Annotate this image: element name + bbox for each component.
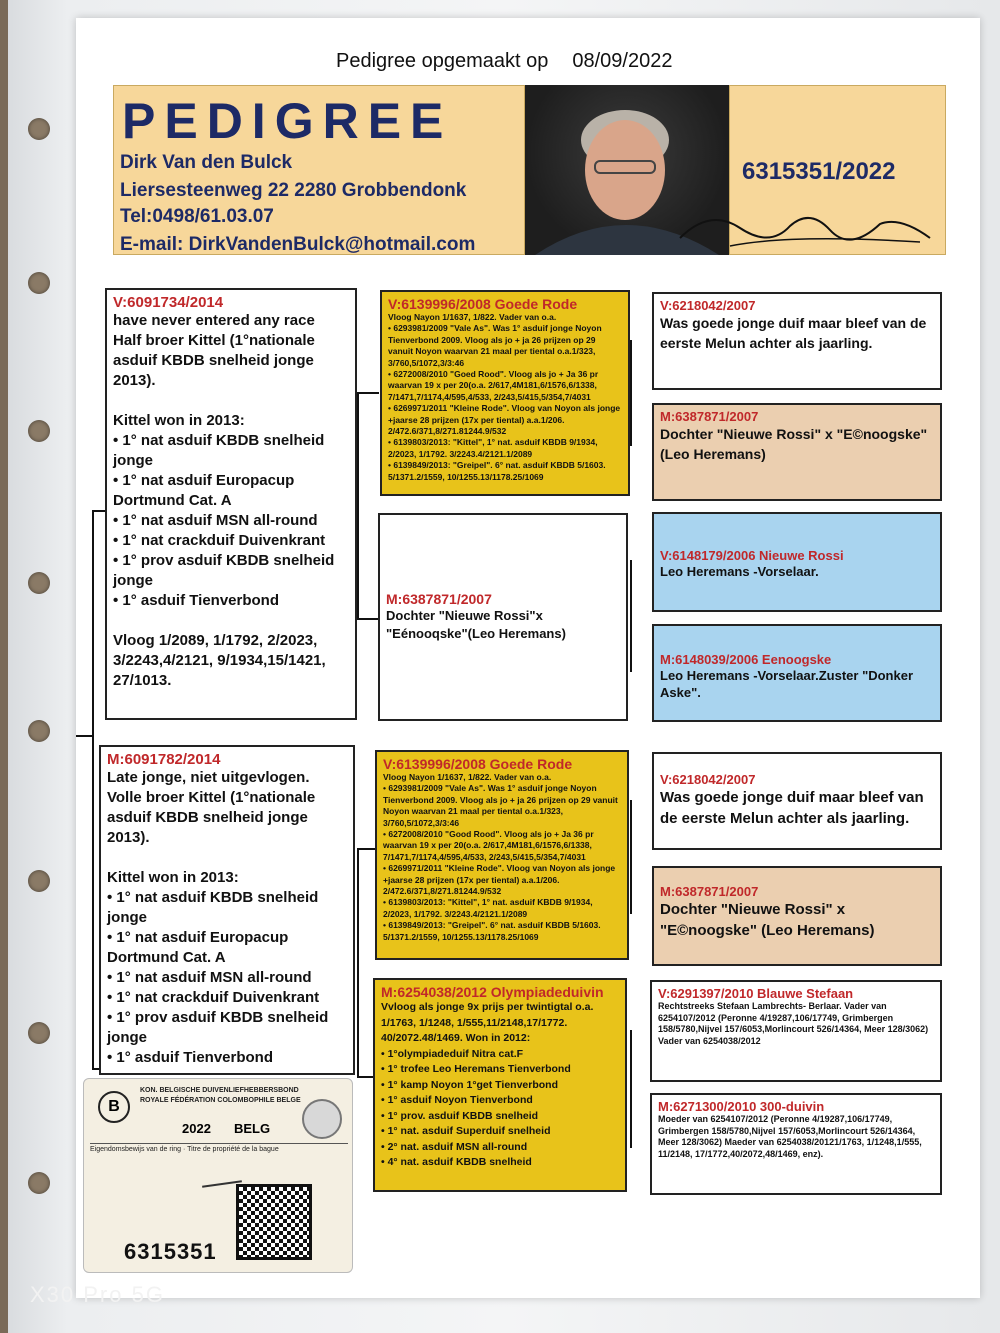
detail-line: • 6293981/2009 "Vale As". Was 1° asduif jonge Noyon Tienverbond 2009. Vloog als jo + ja 26 prijzen op 29 vanuit Noyon waarvan 21 maal per tiental o.a.1/323, 3/760,5/1072,3/3:46 — [388, 323, 602, 368]
federation-logo-icon: B — [98, 1091, 130, 1123]
ring-id: M:6387871/2007 — [386, 591, 492, 607]
detail-line: • 1° prov asduif KBDB snelheid jonge — [113, 552, 335, 589]
pigeon-details — [388, 312, 622, 483]
punch-hole — [28, 1022, 50, 1044]
detail-line: • 1° nat asduif KBDB snelheid jonge — [107, 889, 319, 926]
great-grandparent-box — [652, 624, 942, 722]
ring-id: M:6387871/2007 — [660, 884, 759, 899]
detail-line: Dochter "Nieuwe Rossi"x — [386, 608, 543, 623]
pigeon-details: Dochter "Nieuwe Rossi" x "E©noogske" (Leo Heremans) — [660, 426, 928, 462]
detail-line — [113, 391, 349, 411]
pigeon-details: Rechtstreeks Stefaan Lambrechts- Berlaar. Vader van 6254107/2012 (Peronne 4/19287,106/17749, Grimbergen 158/5780,Nijvel 157/6053,Morlincourt 526/14364, Meer 128/3062) Vader van 6254038/2012 — [658, 1001, 929, 1046]
pigeon-details — [107, 768, 347, 1068]
detail-line: • 1° asduif Tienverbond — [107, 1049, 274, 1066]
detail-line — [107, 848, 347, 868]
pigeon-details: Leo Heremans -Vorselaar.Zuster "Donker Aske". — [660, 668, 914, 700]
detail-line: • 6269971/2011 "Kleine Rode". Vloog van Noyon als jonge +jaarse 28 prijzen (17x per tiental) a.a.1/206. 2/472.6/371,8/271.81244.9/532 — [388, 403, 621, 437]
detail-line: Vloog Nayon 1/1637, 1/822. Vader van o.a. — [388, 312, 557, 322]
pigeon-details — [383, 772, 621, 943]
connector-line — [630, 560, 632, 672]
detail-line: Vvloog als jonge 9x prijs per twintigtal o.a. 1/1763, 1/1248, 1/555,11/2148,17/1772. 40/2072.48/1469. Won in 2012: — [381, 1001, 594, 1044]
detail-line: • 6272008/2010 "Goed Rood". Vloog als jo + Ja 36 pr waarvan 19 x per 20(o.a. 2/617,4M181,6/1576,6/1338, 7/1471,7/1174,4/595,4/533, 2/243,5/415,5/354,7/4031 — [388, 369, 599, 402]
detail-line: • 1°olympiadeduif Nitra cat.F — [381, 1047, 524, 1060]
detail-line: • 1° nat. asduif Superduif snelheid — [381, 1125, 551, 1137]
connector-line — [92, 510, 106, 512]
ring-number: 6315351/2022 — [742, 158, 896, 185]
punch-hole — [28, 720, 50, 742]
ring-id: M:6091782/2014 — [107, 751, 221, 768]
detail-line: • 1° nat asduif MSN all-round — [113, 512, 318, 529]
punch-hole — [28, 118, 50, 140]
detail-line: • 1° nat asduif KBDB snelheid jonge — [113, 432, 325, 469]
parent-mother-box — [99, 745, 355, 1075]
ring-id: M:6387871/2007 — [660, 409, 759, 424]
signature — [670, 198, 940, 254]
ring-id: V:6091734/2014 — [113, 294, 224, 311]
owner-panel — [113, 85, 525, 255]
grandmother-paternal-box — [378, 513, 628, 721]
detail-line: • 1° nat asduif Europacup Dortmund Cat. A — [107, 929, 289, 966]
camera-watermark: X30 Pro 5G — [30, 1282, 165, 1307]
punch-hole — [28, 272, 50, 294]
detail-line: "Eénooqske"(Leo Heremans) — [386, 626, 566, 641]
ring-panel — [729, 85, 946, 255]
detail-line: • 6293981/2009 "Vale As". Was 1° asduif jonge Noyon Tienverbond 2009. Vloog als jo + ja 26 prijzen op 29 vanuit Noyon waarvan 21 maal per tiental o.a.1/323, 3/760,5/1072,3/3:46 — [383, 783, 618, 828]
detail-line: Vloog Nayon 1/1637, 1/822. Vader van o.a. — [383, 772, 552, 782]
parent-father-box — [105, 288, 357, 720]
detail-line: Vloog 1/2089, 1/1792, 2/2023, 3/2243,4/2121, 9/1934,15/1421, 27/1013. — [113, 632, 326, 689]
punch-hole — [28, 870, 50, 892]
pigeon-details: Dochter "Nieuwe Rossi" x "E©noogske" (Leo Heremans) — [660, 901, 875, 939]
ring-id: V:6139996/2008 Goede Rode — [388, 296, 578, 312]
card-year: 2022 — [182, 1121, 211, 1136]
ring-id: M:6254038/2012 Olympiadeduivin — [381, 984, 604, 1000]
detail-line: • 1° prov. asduif KBDB snelheid — [381, 1109, 539, 1122]
punch-hole — [28, 420, 50, 442]
date-line — [336, 50, 696, 73]
detail-line: Late jonge, niet uitgevlogen. — [107, 769, 310, 786]
detail-line: • 1° trofee Leo Heremans Tienverbond — [381, 1063, 571, 1075]
grandmother-maternal-box — [373, 978, 627, 1192]
pedigree-title: PEDIGREE — [122, 93, 453, 149]
ring-id: V:6291397/2010 Blauwe Stefaan — [658, 986, 854, 1001]
detail-line: • 6139849/2013: "Greipel". 6° nat. asduif KBDB 5/1603. 5/1371.2/1559, 10/1255.13/1178.25/1069 — [383, 920, 601, 942]
detail-line: • 6139849/2013: "Greipel". 6° nat. asduif KBDB 5/1603. 5/1371.2/1559, 10/1255.13/1178.25/1069 — [388, 460, 606, 482]
connector-line — [357, 848, 359, 1078]
connector-line — [357, 392, 359, 620]
detail-line: • 1° nat asduif Europacup Dortmund Cat. A — [113, 472, 295, 509]
punch-hole — [28, 572, 50, 594]
detail-line: • 1° prov asduif KBDB snelheid jonge — [107, 1009, 329, 1046]
detail-line: Half broer Kittel (1°nationale asduif KBDB snelheid jonge 2013). — [113, 332, 315, 389]
detail-line: • 1° nat crackduif Duivenkrant — [107, 989, 320, 1006]
detail-line: Volle broer Kittel (1°nationale asduif KBDB snelheid jonge 2013). — [107, 789, 316, 846]
great-grandparent-box — [652, 866, 942, 966]
federation-name-fr: ROYALE FÉDÉRATION COLOMBOPHILE BELGE — [140, 1097, 301, 1104]
pigeon-details — [381, 1000, 619, 1171]
detail-line: • 6139803/2013: "Kittel", 1° nat. asduif KBDB 9/1934, 2/2023, 1/1792. 3/2243.4/2121.1/2089 — [388, 437, 598, 459]
owner-phone: Tel:0498/61.03.07 — [120, 206, 274, 227]
detail-line: • 6139803/2013: "Kittel", 1° nat. asduif KBDB 9/1934, 2/2023, 1/1792. 3/2243.4/2121.1/2089 — [383, 897, 593, 919]
pigeon-details: Leo Heremans -Vorselaar. — [660, 564, 819, 579]
great-grandparent-box — [652, 512, 942, 612]
ring-ownership-card — [83, 1078, 353, 1273]
detail-line: • 6269971/2011 "Kleine Rode". Vloog van Noyon als jonge +jaarse 28 prijzen (17x per tiental) a.a.1/206. 2/472.6/371,8/271.81244.9/532 — [383, 863, 616, 897]
globe-icon — [302, 1099, 342, 1139]
detail-line: • 1° nat asduif MSN all-round — [107, 969, 312, 986]
ring-id: V:6139996/2008 Goede Rode — [383, 756, 573, 772]
connector-line — [357, 618, 379, 620]
qr-code-icon — [236, 1184, 312, 1260]
owner-email: E-mail: DirkVandenBulck@hotmail.com — [120, 234, 476, 255]
detail-line: have never entered any race — [113, 312, 315, 329]
great-grandparent-box — [652, 752, 942, 850]
federation-name-nl: KON. BELGISCHE DUIVENLIEFHEBBERSBOND — [140, 1087, 299, 1094]
date-value: 08/09/2022 — [572, 50, 673, 72]
great-grandparent-box — [652, 292, 942, 390]
detail-line: • 1° asduif Noyon Tienverbond — [381, 1094, 533, 1106]
detail-line — [113, 611, 349, 631]
detail-line: • 6272008/2010 "Good Rood". Vloog als jo + Ja 36 pr waarvan 19 x per 20(o.a. 2/617,4M181,6/1576,6/1338, 7/1471,7/1174,4/595,4/533, 2/243,5/415,5/354,7/4031 — [383, 829, 594, 862]
date-label: Pedigree opgemaakt op — [336, 50, 549, 72]
grandfather-maternal-box — [375, 750, 629, 960]
great-grandparent-box — [650, 1093, 942, 1195]
ring-id: V:6148179/2006 Nieuwe Rossi — [660, 548, 844, 563]
connector-line — [357, 392, 379, 394]
great-grandparent-box — [652, 403, 942, 501]
ring-id: V:6218042/2007 — [660, 298, 756, 313]
ring-id: M:6148039/2006 Eenoogske — [660, 652, 832, 667]
detail-line: • 1° kamp Noyon 1°get Tienverbond — [381, 1078, 558, 1091]
great-grandparent-box — [650, 980, 942, 1082]
detail-line: • 1° nat crackduif Duivenkrant — [113, 532, 326, 549]
ring-id: V:6218042/2007 — [660, 772, 756, 787]
card-title: Eigendomsbewijs van de ring · Titre de propriété de la bague — [90, 1143, 348, 1153]
card-country: BELG — [234, 1121, 271, 1136]
detail-line: • 1° asduif Tienverbond — [113, 592, 280, 609]
connector-line — [76, 735, 94, 737]
connector-line — [630, 1030, 632, 1148]
connector-line — [630, 800, 632, 914]
ring-id: M:6271300/2010 300-duivin — [658, 1099, 825, 1114]
owner-address: Liersesteenweg 22 2280 Grobbendonk — [120, 180, 467, 201]
pigeon-details: Was goede jonge duif maar bleef van de eerste Melun achter als jaarling. — [660, 315, 927, 351]
owner-name: Dirk Van den Bulck — [120, 152, 293, 173]
punch-hole — [28, 1172, 50, 1194]
pigeon-details: Moeder van 6254107/2012 (Peronne 4/19287,106/17749, Grimbergen 158/5780,Nijvel 157/6053,Morlincourt 526/14364, Meer 128/3062) Maeder van 6254038/20121/1763, 1/1248,1/555, 11/2148, 17/1772,40/2072,48/1469, enz). — [658, 1114, 922, 1159]
grandfather-paternal-box — [380, 290, 630, 496]
pigeon-details — [386, 607, 620, 643]
connector-line — [630, 340, 632, 446]
detail-line: Kittel won in 2013: — [107, 869, 239, 886]
detail-line: • 4° nat. asduif KBDB snelheid — [381, 1156, 532, 1168]
pigeon-details: Was goede jonge duif maar bleef van de eerste Melun achter als jaarling. — [660, 789, 924, 827]
detail-line: Kittel won in 2013: — [113, 412, 245, 429]
card-ring-number: 6315351 — [124, 1239, 217, 1264]
connector-line — [92, 510, 94, 1070]
detail-line: • 2° nat. asduif MSN all-round — [381, 1140, 528, 1153]
pigeon-details — [113, 311, 349, 691]
